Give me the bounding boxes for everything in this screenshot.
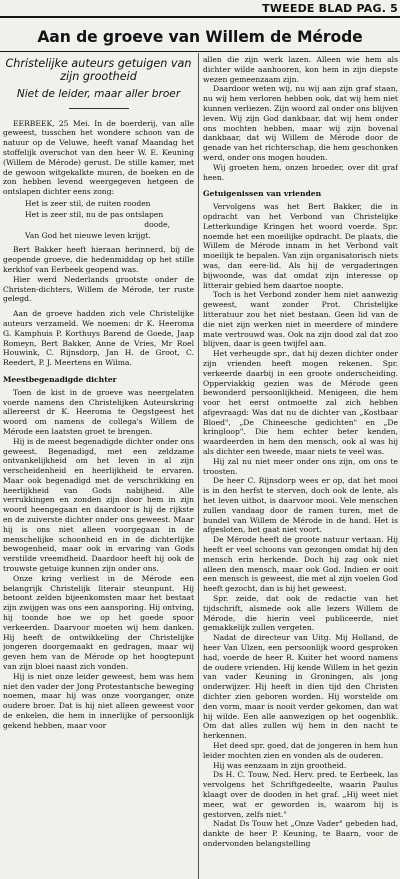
paragraph: Onze kring verliest in de Mérode een belangrijk Christelijk literair steunpunt. Hij betoont zelden bijeenkomsten maar het bestaat zijn zwijgen was ons een aansporing. Hij ontving, hij toonde hoe we op het goede spoor verkeerden. Daarvoor moeten wij hem danken. Hij heeft de ontwikkeling der Christelijke jongeren doorgemaakt en gedragen, maar wij geven hem van de Mérode op het hoogtepunt van zijn bloei naast zich vonden. xyxy=(3,573,194,672)
paragraph: Bert Bakker heeft hieraan herinnerd, bij de geopende groeve, die hedenmiddag op het stille kerkhof van Eerbeek geopend was. xyxy=(3,245,194,274)
paragraph: Het verheugde spr., dat hij dezen dichter onder zijn vrienden heeft mogen rekenen. Spr. verkeerde daarbij in een groote onderscheiding. Opperviakkig gezien was de Mérode geen bewonderd persoonlijkheid. Menigeen, die hem voor het eerst ontmoette zal zich hebben afgevraagd: Was dat nu de dichter van „Kostbaar Bloed", „De Chineesche gedichten" en „De kringloop". Die hem echter beter kenden, waardeerden in hem den mensch, ook al was hij als dichter een tweede, maar niets te veel was. xyxy=(203,349,398,457)
headline-rule xyxy=(0,51,400,52)
paragraph: Wij groeten hem, onzen broeder, over dit graf heen. xyxy=(203,162,398,182)
header-rule xyxy=(0,16,400,18)
poem-line: Het is zeer stil, de ruiten rooden xyxy=(25,198,151,208)
paragraph: Vervolgens was het Bert Bakker, die in opdracht van het Verbond van Christelijke Letterkundige Kringen het woord voerde. Spr. noemde het een moeilijke opdracht. De plaats, die Willem de Mérode innam in het Verbond valt moeilijk te bepalen. Van zijn organisatorisch niets was, dan eere-lid. Als hij de vergaderingen bijwoonde, was dat omdat zijn interesse op litterair gebied hem daartoe noopte. xyxy=(203,202,398,290)
headline: Aan de groeve van Willem de Mérode xyxy=(37,28,363,46)
section-subhead: Meestbegenadigde dichter xyxy=(3,374,117,384)
paragraph: Spr. zeide, dat ook de redactie van het tijdschrift, alsmede ook alle lezers Willem de Mérode, die hierin veel publiceerde, niet gemakkelijk zullen vergeten. xyxy=(203,594,398,633)
paragraph: Nadat Ds Touw het „Onze Vader" gebeden had, dankte de heer P. Keuning, te Baarn, voor de ondervonden belangstelling xyxy=(203,819,398,848)
paragraph: Hier werd Nederlands grootste onder de Christen-dichters, Willem de Mérode, ter ruste gelegd. xyxy=(3,274,194,304)
paragraph: De heer C. Rijnsdorp wees er op, dat het mooi is in den herfst te sterven, doch ook de lente, als het leven uitbot, is daarvoor mooi. Vele menschen zullen vandaag door de ramen turen, met de bundel van Willem de Mérode in de hand. Het is afgesloten, het gaat niet voort. xyxy=(203,476,398,535)
paragraph: Nadat de directeur van Uitg. Mij Holland, de heer Van Ulzen, een persoonlijk woord gesproken had, voerde de heer R. Kuiter het woord namens de oudere vrienden. Hij kende Willem in het gezin van vader Keuning in Groningen, als jong onderwijzer. Hij heeft in dien tijd den Christen dichter zien geboren worden. Hij worstelde om den vorm, maar is nooit verder gekomen, dan wat hij wilde. Een alle aanwezigen op het oogenblik. Om dat alles zullen wij hem in den nacht te herkennen. xyxy=(203,633,398,741)
poem-quote xyxy=(3,199,194,241)
running-title: TWEEDE BLAD PAG. 5 xyxy=(262,2,398,15)
paragraph: Het deed spr. goed, dat de jongeren in hem hun leider mochten zien en vonden als de ouderen. xyxy=(203,740,398,760)
paragraph: Hij is niet onze leider geweest, hem was hem niet den vader der Jong Protestantsche beweging noemen, maar hij was onze voorganger, onze oudere broer. Dat is hij niet alleen geweest voor de enkelen, die hem in innerlijke of persoonlijk gekend hebben, maar voor xyxy=(3,671,194,730)
paragraph: Hij zal nu niet meer onder ons zijn, om ons te troosten. xyxy=(203,456,398,476)
subtitle-1: Christelijke auteurs getuigen van zijn grootheid xyxy=(5,57,192,84)
paragraph: EERBEEK, 25 Mei. In de boerderij, van alle geweest, tusschen het wondere schoon van de natuur op de Veluwe, heeft vanaf Maandag het stoffelijk overschot van den heer W. E. Keuning (Willem de Mérode) gerust. De stille kamer, met de gewoon witgekalkte muren, de boeken en de zon hebben levend weergegeven hetgeen de ontslapen dichter eens zong: xyxy=(3,118,194,197)
paragraph: Toen de kist in de groeve was neergelaten voerde namens den Christelijken Auteurskring allereerst dr K. Heeroma te Oegstgeest het woord om namens de collega's Willem de Mérode een laatsten groet te brengen. xyxy=(3,387,194,436)
paragraph: Ds H. C. Touw, Ned. Herv. pred. te Eerbeek, las vervolgens het Schriftgedeelte, waarin Paulus klaagt over de dooden in het graf. „Hij weet niet meer, wat er geworden is, waarom hij is gestorven, zelfs niet." xyxy=(203,770,398,819)
left-column xyxy=(3,55,194,877)
paragraph: Toch is het Verbond zonder hem niet aanwezig geweest, want zonder Prot. Christelijke litteratuur zou het niet bestaan. Geen lid van de die niet zijn werken niet in meerdere of mindere mate vertrouwd was. Ook na zijn dood zal dat zoo blijven, daar is geen twijfel aan. xyxy=(203,290,398,349)
paragraph: De Mérode heeft de groote natuur vertaan. Hij heeft er veel schoons van gezongen omdat hij den mensch erin herkende. Doch hij zag ook niet alleen den mensch, maar ook God. Indien er ooit een mensch is geweest, die met al zijn voelen God heeft gezocht, dan is hij het geweest. xyxy=(203,535,398,594)
paragraph: Daardoor weten wij, nu wij aan zijn graf staan, nu wij hem verloren hebben ook, dat wij hem niet kunnen verliezen. Zijn woord zal onder ons blijven leven. Wij zijn God dankbaar, dat wij hem onder ons mochten hebben, maar wij zijn bovenal dankbaar, dat wij Willem de Mérode door de genade van het richterschap, die hem geschonken werd, onder ons mogen houden. xyxy=(203,84,398,162)
poem-line: doode, xyxy=(144,220,170,230)
poem-line: Van God het nieuwe leven krijgt. xyxy=(25,230,151,240)
paragraph: allen die zijn werk lazen. Alleen wie hem als dichter wilde aanhooren, kon hem in zijn diepste wezen gemeenzaam zijn. xyxy=(203,55,398,84)
subtitle-rule xyxy=(69,108,129,109)
paragraph: Hij was eenzaam in zijn grootheid. xyxy=(213,760,347,770)
right-column xyxy=(203,55,398,879)
column-divider xyxy=(198,53,199,879)
paragraph: Aan de groeve hadden zich vele Christelijke auteurs verzameld. We noemen: dr K. Heeroma G. Kamphuis P. Korthuys Barend de Goede, Jaap Romeyn, Bert Bakker, Anne de Vries, Mr Roel Houwink, C. Rijnsdorp, Jan H. de Groot, C. Reedert, P. J. Meertens en Wilma. xyxy=(3,309,194,368)
subtitle-2: Niet de leider, maar aller broer xyxy=(16,87,181,100)
poem-line: Het is zeer stil, nu de pas ontslapen xyxy=(25,209,164,219)
paragraph: Hij is de meest begenadigde dichter onder ons geweest. Begenadigd, met een zeldzame ontvankelijkheid om het leven in al zijn verscheidenheid en heerlijkheid te ervaren. Maar ook begenadigd met de verschrikking en heerlijkheid van Gods nabijheid. Alle verrukkingen en zonden zijn door hem in zijn woord heengegaan en daardoor is hij de rijkste en de zuiverste dichter onder ons geweest. Maar hij is ons niet alleen voorgegaan in de menschelijke schoonheid en in de dichterlijke bewogenheid, maar ook in ervaring van Gods verstilde vreemdheid. Daardoor heeft hij ook de trouwste getuige kunnen zijn onder ons. xyxy=(3,436,194,574)
section-subhead: Getuigenissen van vrienden xyxy=(203,189,322,199)
